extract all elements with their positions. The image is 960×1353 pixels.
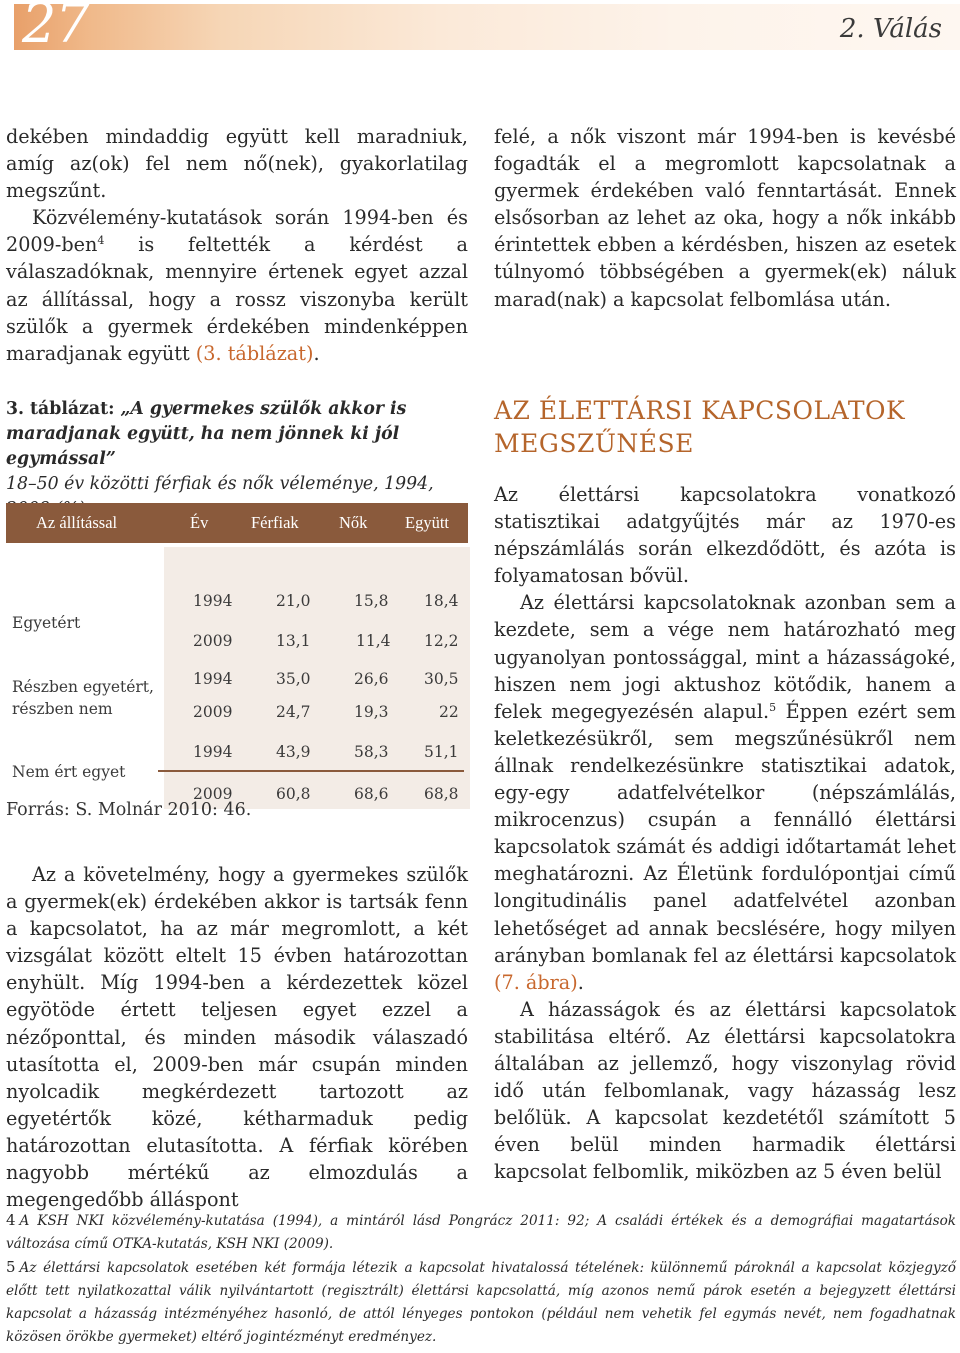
paragraph: dekében mindaddig együtt kell maradniuk, amíg az(ok) fel nem nő(nek), gyakorlatilag megszűnt. xyxy=(6,125,468,203)
cell-together: 18,4 xyxy=(424,592,459,610)
cell-together: 12,2 xyxy=(424,632,459,650)
text: Közvélemény-kutatások során 1994-ben és 2009-ben xyxy=(6,206,468,257)
paragraph xyxy=(494,589,956,995)
row-label-partly-2: részben nem xyxy=(12,700,113,718)
page-header xyxy=(0,0,960,58)
table-subtitle: 18–50 év közötti férfiak és nők véleménye, 1994, xyxy=(6,474,434,494)
footnote-number: 5 xyxy=(6,1258,16,1276)
footnote xyxy=(6,1209,956,1256)
paragraph xyxy=(6,204,468,367)
cell-men: 13,1 xyxy=(276,632,311,650)
section-heading xyxy=(494,394,956,460)
table-bottom-rule xyxy=(158,770,464,772)
footnote-number: 4 xyxy=(6,1211,16,1229)
text: Éppen ezért sem keletkezésükről, sem megszűnésükről nem állnak rendelkezésünkre statisztikai adatok, egy-egy adatfelvételkor (népszámlálás, mikrocenzus) csupán a fennálló élettársi kapcsolatok számát és addigi időtartamát lehet meghatározni. Az Életünk fordulópontjai című longitudinális panel adatfelvétel azonban lehetőséget ad annak becslésére, hogy milyen arányban bomlanak fel az élettársi kapcsolatok xyxy=(494,699,956,967)
cell-men: 24,7 xyxy=(276,703,311,721)
footnote-text: A KSH NKI közvélemény-kutatása (1994), a mintáról lásd Pongrácz 2011: 92; A családi értékek és a demográfiai magatartások változása című OTKA-kutatás, KSH NKI (2009). xyxy=(6,1213,956,1252)
section-heading-line: AZ ÉLETTÁRSI KAPCSOLATOK xyxy=(494,396,906,425)
table-header-row xyxy=(6,503,468,543)
text: Az élettársi kapcsolatoknak azonban sem a kezdete, sem a vége nem határozható meg ugyanolyan pontossággal, mint a házasságoké, hiszen nem jogi aktushoz kötődik, hanem a felek megegyezésén alapul. xyxy=(494,591,956,723)
figure-reference-link[interactable]: (7. ábra) xyxy=(494,970,578,994)
cell-women: 19,3 xyxy=(354,703,389,721)
cell-men: 35,0 xyxy=(276,670,311,688)
paragraph: felé, a nők viszont már 1994-ben is kevésbé fogadták el a megromlott kapcsolatnak a gyermek érdekében való fenntartását. Ennek elsősorban az lehet az oka, hogy a nők inkább érintettek ebben a kérdésben, hiszen az esetek túlnyomó többségében a gyermek(ek) náluk marad(nak) a kapcsolat felbomlása után. xyxy=(494,125,956,311)
text: . xyxy=(577,970,584,994)
cell-men: 43,9 xyxy=(276,743,311,761)
cell-women: 15,8 xyxy=(354,592,389,610)
cell-women: 68,6 xyxy=(354,785,389,803)
header-band xyxy=(14,4,960,50)
text: . xyxy=(313,341,320,365)
cell-year: 2009 xyxy=(193,785,233,803)
header-year: Év xyxy=(190,513,209,532)
cell-together: 51,1 xyxy=(424,743,459,761)
table-body xyxy=(6,543,468,815)
paragraph: Az élettársi kapcsolatokra vonatkozó statisztikai adatgyűjtés már az 1970-es népszámlálás során elkezdődött, és azóta is folyamatosan bővül. xyxy=(494,483,956,588)
cell-year: 2009 xyxy=(193,703,233,721)
cell-men: 60,8 xyxy=(276,785,311,803)
row-label-agree: Egyetért xyxy=(12,614,81,632)
header-statement: Az állítással xyxy=(36,513,118,532)
header-women: Nők xyxy=(339,513,368,532)
row-label-disagree: Nem ért egyet xyxy=(12,763,126,781)
paragraph: Az a követelmény, hogy a gyermekes szülők a gyermek(ek) érdekében akkor is tartsák fenn a kapcsolatot, ha az már megromlott, a két vizsgálat között eltelt 15 évben határozottan enyhült. Míg 1994-ben a kérdezettek közel egyötöde értett teljesen egyet ezzel a nézőponttal, és minden második válaszadó utasította el, 2009-ben már csupán minden nyolcadik megkérdezett tartozott az egyetértők közé, kétharmaduk pedig határozottan elutasította. A férfiak körében nagyobb mértékű az elmozdulás a megengedőbb álláspont xyxy=(6,863,468,1212)
right-column-top xyxy=(494,123,956,313)
footnotes xyxy=(6,1209,956,1349)
cell-women: 26,6 xyxy=(354,670,389,688)
left-column-top xyxy=(6,123,468,367)
cell-year: 2009 xyxy=(193,632,233,650)
header-men: Férfiak xyxy=(251,513,299,532)
right-column-bottom xyxy=(494,481,956,1185)
text: is feltették a kérdést a válaszadóknak, mennyire értenek egyet azzal az állítással, hogy a rossz viszonyba került szülők a gyermek érdekében mindenképpen maradjanak együtt xyxy=(6,233,468,365)
chapter-title: 2. Válás xyxy=(839,14,942,44)
row-label-partly: Részben egyetért, xyxy=(12,678,154,696)
paragraph: A házasságok és az élettársi kapcsolatok stabilitása eltérő. Az élettársi kapcsolatokra általában az jellemző, hogy viszonylag rövid idő után felbomlanak, vagy házasság lesz belőlük. A kapcsolat kezdetétől számított 5 éven belül minden harmadik élettársi kapcsolat felbomlik, miközben az 5 éven belül xyxy=(494,997,956,1184)
cell-year: 1994 xyxy=(193,743,233,761)
page-number: 27 xyxy=(22,0,89,55)
footnote-text: Az élettársi kapcsolatok esetében két formája létezik a kapcsolat hivatalossá tételének: különnemű pároknál a kapcsolat közjegyző előtt tett nyilatkozattal válik nyilvántartott (regisztrált) élettársi kapcsolattá, míg azonos nemű párok esetén a bejegyzett élettársi kapcsolat a házasság intézményéhez hasonló, de attól lényeges pontokon (például nem vehetik fel egymás nevét, nem fogadhatnak közösen örökbe gyermeket) eltérő jogintézményt eredményez. xyxy=(6,1260,956,1345)
cell-year: 1994 xyxy=(193,670,233,688)
table-source: Forrás: S. Molnár 2010: 46. xyxy=(6,800,252,820)
header-together: Együtt xyxy=(405,513,449,532)
cell-together: 68,8 xyxy=(424,785,459,803)
data-table xyxy=(6,503,468,815)
footnote xyxy=(6,1256,956,1349)
cell-together: 22 xyxy=(439,703,459,721)
cell-men: 21,0 xyxy=(276,592,311,610)
table-label: 3. táblázat: xyxy=(6,399,115,419)
cell-together: 30,5 xyxy=(424,670,459,688)
footnote-ref[interactable]: 5 xyxy=(769,700,777,714)
section-heading-line: MEGSZŰNÉSE xyxy=(494,429,694,458)
cell-women: 11,4 xyxy=(356,632,391,650)
footnote-ref[interactable]: 4 xyxy=(97,234,105,248)
cell-women: 58,3 xyxy=(354,743,389,761)
left-column-bottom xyxy=(6,861,468,1213)
table-reference-link[interactable]: (3. táblázat) xyxy=(195,341,314,365)
table-title: „A gyermekes szülők akkor is maradjanak együtt, ha nem jönnek ki jól egymással” xyxy=(6,399,407,469)
cell-year: 1994 xyxy=(193,592,233,610)
